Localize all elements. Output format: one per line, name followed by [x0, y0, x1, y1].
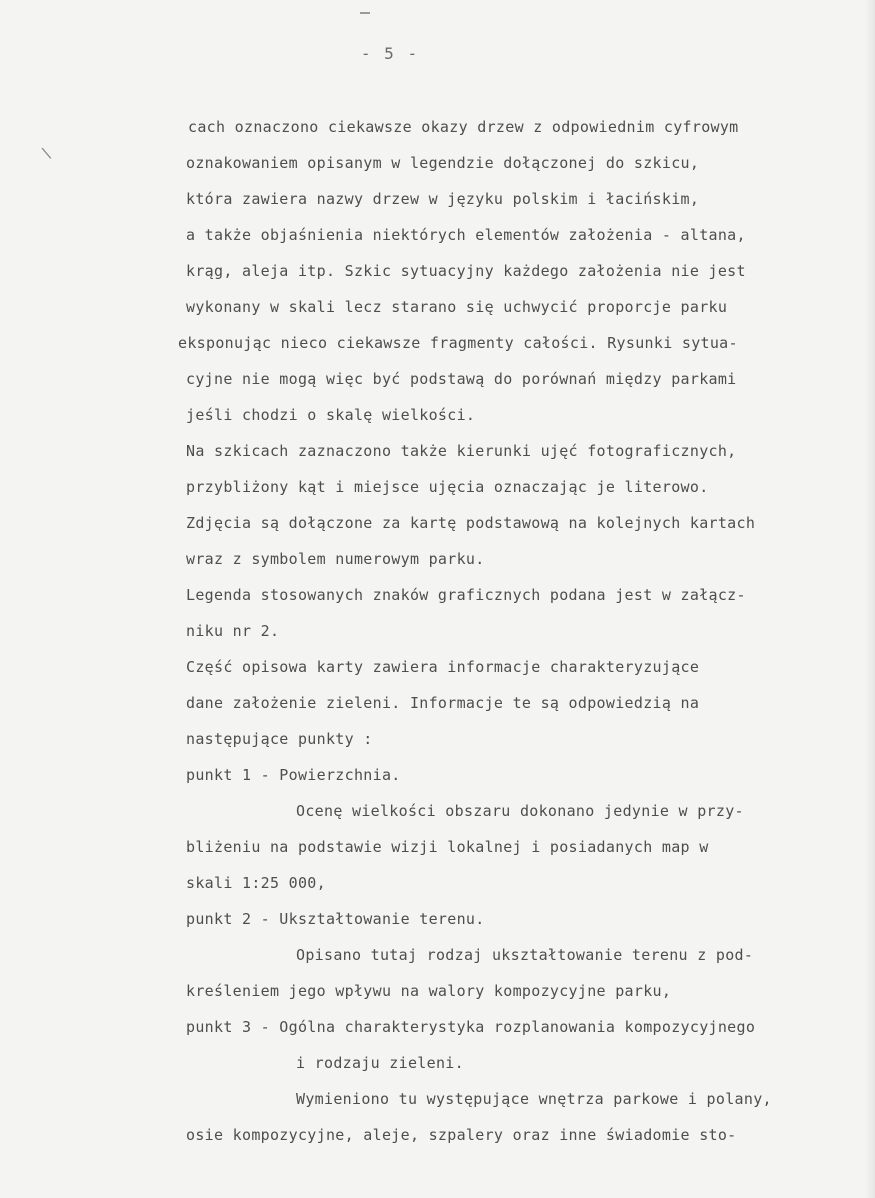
text-line: bliżeniu na podstawie wizji lokalnej i posiadanych map w	[186, 838, 709, 856]
page-edge-shadow	[865, 0, 875, 1198]
margin-mark: \	[39, 143, 54, 163]
text-line: Legenda stosowanych znaków graficznych podana jest w załącz-	[186, 586, 746, 604]
text-line: i rodzaju zieleni.	[296, 1054, 464, 1072]
text-line: osie kompozycyjne, aleje, szpalery oraz inne świadomie sto-	[186, 1126, 737, 1144]
text-line: niku nr 2.	[186, 622, 280, 640]
text-line: krąg, aleja itp. Szkic sytuacyjny każdego założenia nie jest	[186, 262, 746, 280]
text-line: wraz z symbolem numerowym parku.	[186, 550, 485, 568]
page-number: - 5 -	[360, 44, 420, 63]
text-line: przybliżony kąt i miejsce ujęcia oznaczając je literowo.	[186, 478, 709, 496]
text-line: punkt 2 - Ukształtowanie terenu.	[186, 910, 485, 928]
text-line: a także objaśnienia niektórych elementów założenia - altana,	[186, 226, 746, 244]
text-line: cach oznaczono ciekawsze okazy drzew z odpowiednim cyfrowym	[188, 118, 739, 136]
text-line: Opisano tutaj rodzaj ukształtowanie terenu z pod-	[296, 946, 754, 964]
text-line: dane założenie zieleni. Informacje te są odpowiedzią na	[186, 694, 700, 712]
text-line: punkt 3 - Ogólna charakterystyka rozplanowania kompozycyjnego	[186, 1018, 756, 1036]
text-line: która zawiera nazwy drzew w języku polskim i łacińskim,	[186, 190, 700, 208]
text-line: wykonany w skali lecz starano się uchwycić proporcje parku	[186, 298, 728, 316]
text-line: punkt 1 - Powierzchnia.	[186, 766, 401, 784]
top-mark	[360, 12, 370, 14]
text-line: Zdjęcia są dołączone za kartę podstawową na kolejnych kartach	[186, 514, 756, 532]
text-line: jeśli chodzi o skalę wielkości.	[186, 406, 476, 424]
text-line: skali 1:25 000,	[186, 874, 326, 892]
text-line: eksponując nieco ciekawsze fragmenty całości. Rysunki sytua-	[178, 334, 738, 352]
text-line: następujące punkty :	[186, 730, 373, 748]
text-line: cyjne nie mogą więc być podstawą do porównań między parkami	[186, 370, 737, 388]
text-line: oznakowaniem opisanym w legendzie dołączonej do szkicu,	[186, 154, 700, 172]
text-line: Na szkicach zaznaczono także kierunki ujęć fotograficznych,	[186, 442, 737, 460]
text-line: Wymieniono tu występujące wnętrza parkowe i polany,	[296, 1090, 772, 1108]
text-line: kreśleniem jego wpływu na walory kompozycyjne parku,	[186, 982, 672, 1000]
text-line: Ocenę wielkości obszaru dokonano jedynie w przy-	[296, 802, 744, 820]
text-line: Część opisowa karty zawiera informacje charakteryzujące	[186, 658, 700, 676]
